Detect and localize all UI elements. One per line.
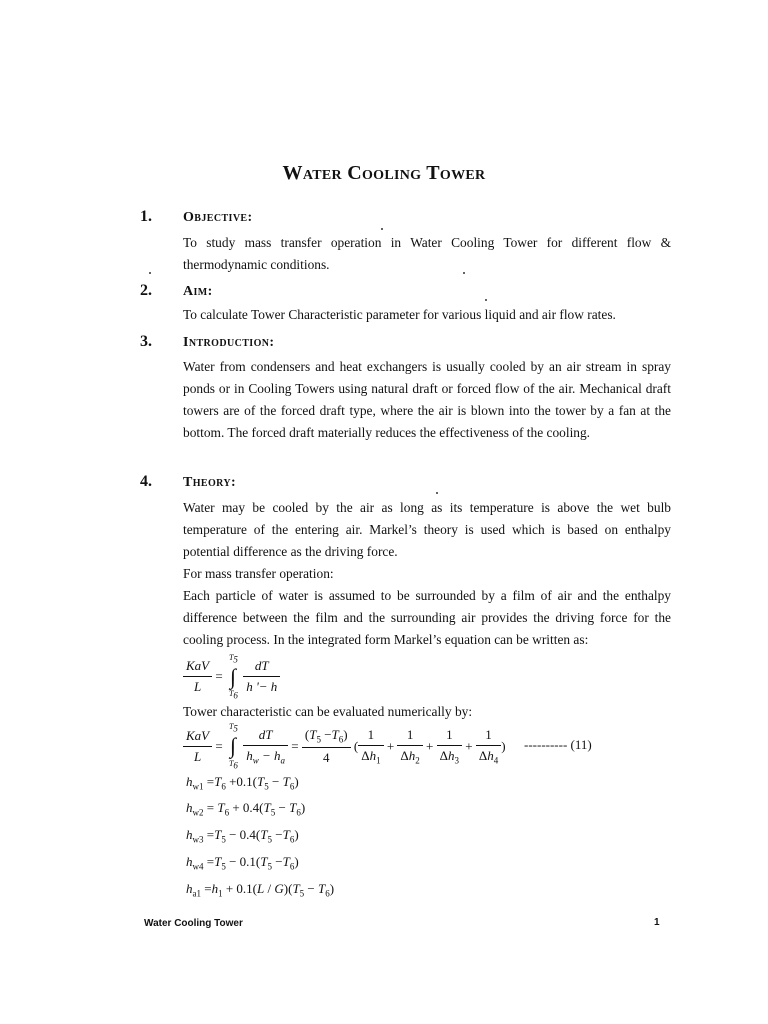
equation-hw2: $h_{w2} = T_6 + 0.4(T_5 - T_6)$ [186,800,306,818]
section-heading-introduction: Introduction: [183,335,275,350]
introduction-text: Water from condensers and heat exchangers is usually cooled by an air stream in spray ponds or in Cooling Towers using natural draft or forced flow of the air. Mechanical draft towers are of the forced draft type, where the air is blown into the tower by a fan at the bottom. The forced draft materially reduces the effectiveness of the cooling. [183,359,671,440]
section-heading-objective: Objective: [183,210,253,225]
scan-speck [436,492,438,494]
markel-equation: $\frac{\text{KaV}}{L}$ = ∫ $T_5$ $T_6$ $\frac{dT}{h '- h}$ [183,658,280,695]
equation-ha1: $h_{a1} =h_1 + 0.1(L / G)(T_5 - T_6)$ [186,881,335,899]
tower-characteristic-equation: $\frac{\text{KaV}}{L}$ = ∫ $T_5$ $T_6$ $\frac{dT}{h_w - h_a}$ = $\frac{(T_5 -T_6)}{4}$ ( $\frac{1}{\Delta h_1}$ + $\frac{1}{\Delta h_2}$ + $\frac{1}{\Delta h_3}$ + $\frac{1}{\Delta h_4}$ ) [183,727,506,766]
scan-speck [149,272,151,274]
aim-text: To calculate Tower Characteristic parameter for various liquid and air flow rates. [183,307,616,322]
objective-text: To study mass transfer operation in Water Cooling Tower for different flow & thermodynamic conditions. [183,235,671,272]
section-number-theory: 4. [140,473,152,490]
equation-hw3: $h_{w3} =T_5 - 0.4(T_5 -T_6)$ [186,827,299,845]
theory-paragraph-2: For mass transfer operation: [183,566,334,581]
theory-paragraph-1: Water may be cooled by the air as long as its temperature is above the wet bulb temperature of the entering air. Markel’s theory is used which is based on enthalpy potential difference as the driving force. [183,500,671,559]
equation-hw1: $h_{w1} =T_6 +0.1(T_5 - T_6)$ [186,774,299,792]
scan-speck [485,299,487,301]
theory-paragraph-4: Tower characteristic can be evaluated numerically by: [183,704,473,719]
section-heading-theory: Theory: [183,475,237,490]
equation-hw4: $h_{w4} =T_5 - 0.1(T_5 -T_6)$ [186,854,299,872]
section-number-aim: 2. [140,282,152,299]
page-title: Water Cooling Tower [282,162,486,184]
footer-title: Water Cooling Tower [144,918,243,929]
scan-speck [463,272,465,274]
page-number: 1 [654,917,660,928]
section-heading-aim: Aim: [183,284,213,299]
theory-paragraph-3: Each particle of water is assumed to be surrounded by a film of air and the enthalpy difference between the film and the surrounding air provides the driving force for the cooling process. In the integrated form Markel’s equation can be written as: [183,588,671,647]
section-number-introduction: 3. [140,333,152,350]
section-number-objective: 1. [140,208,152,225]
equation-number: ---------- (11) [524,737,592,752]
scan-speck [381,228,383,230]
